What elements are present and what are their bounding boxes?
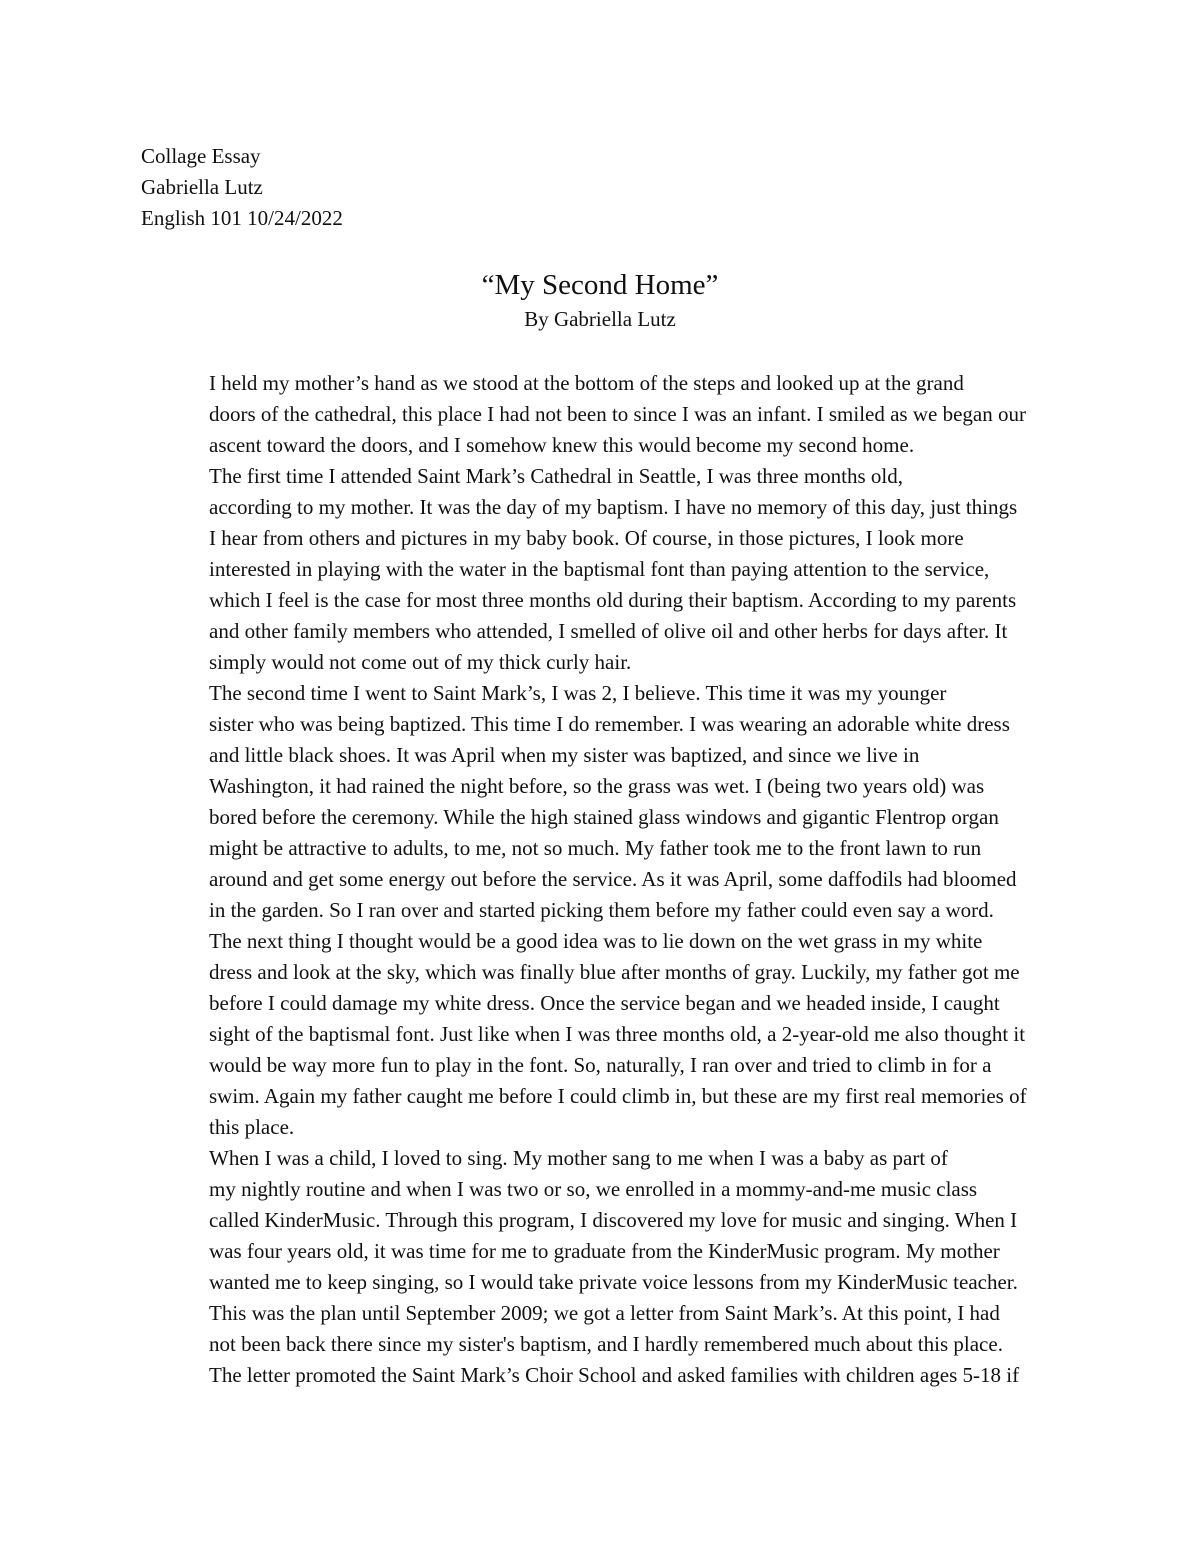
text-line: I hear from others and pictures in my baby book. Of course, in those pictures, I look more — [209, 526, 964, 550]
text-line: and other family members who attended, I smelled of olive oil and other herbs for days after. It — [209, 619, 1008, 643]
text-line: was four years old, it was time for me to graduate from the KinderMusic program. My mother — [209, 1239, 1000, 1263]
essay-header — [141, 141, 1041, 234]
paragraph-4 — [141, 1143, 1059, 1391]
text-line: called KinderMusic. Through this program, I discovered my love for music and singing. When I — [209, 1208, 1018, 1232]
text-line: might be attractive to adults, to me, not so much. My father took me to the front lawn to run — [209, 836, 982, 860]
text-line: The first time I attended Saint Mark’s Cathedral in Seattle, I was three months old, — [209, 464, 903, 488]
essay-title: “My Second Home” — [481, 269, 719, 301]
text-line: The second time I went to Saint Mark’s, I was 2, I believe. This time it was my younger — [209, 681, 947, 705]
paragraph-3 — [141, 678, 1059, 1143]
text-line: wanted me to keep singing, so I would take private voice lessons from my KinderMusic teacher. — [209, 1270, 1018, 1294]
text-line: ascent toward the doors, and I somehow knew this would become my second home. — [209, 433, 915, 457]
text-line: which I feel is the case for most three months old during their baptism. According to my parents — [209, 588, 1017, 612]
essay-byline: By Gabriella Lutz — [524, 307, 676, 331]
text-line: I held my mother’s hand as we stood at the bottom of the steps and looked up at the grand — [209, 371, 964, 395]
text-line: This was the plan until September 2009; we got a letter from Saint Mark’s. At this point, I had — [209, 1301, 1000, 1325]
header-course-title: Collage Essay — [141, 144, 261, 168]
text-line: bored before the ceremony. While the high stained glass windows and gigantic Flentrop organ — [209, 805, 999, 829]
text-line: interested in playing with the water in the baptismal font than paying attention to the service, — [209, 557, 990, 581]
header-class-date: English 101 10/24/2022 — [141, 206, 343, 230]
text-line: dress and look at the sky, which was finally blue after months of gray. Luckily, my father got me — [209, 960, 1020, 984]
text-line: in the garden. So I ran over and started picking them before my father could even say a word. — [209, 898, 994, 922]
text-line: before I could damage my white dress. Once the service began and we headed inside, I caught — [209, 991, 1000, 1015]
essay-body — [141, 368, 1059, 1391]
text-line: swim. Again my father caught me before I could climb in, but these are my first real memories of — [209, 1084, 1027, 1108]
text-line: not been back there since my sister's baptism, and I hardly remembered much about this place. — [209, 1332, 1003, 1356]
title-block — [141, 266, 1059, 334]
text-line: The letter promoted the Saint Mark’s Choir School and asked families with children ages 5-18 if — [209, 1363, 1020, 1387]
text-line: The next thing I thought would be a good idea was to lie down on the wet grass in my white — [209, 929, 983, 953]
text-line: would be way more fun to play in the font. So, naturally, I ran over and tried to climb in for a — [209, 1053, 992, 1077]
text-line: and little black shoes. It was April when my sister was baptized, and since we live in — [209, 743, 920, 767]
text-line: sister who was being baptized. This time I do remember. I was wearing an adorable white dress — [209, 712, 1010, 736]
text-line: my nightly routine and when I was two or so, we enrolled in a mommy-and-me music class — [209, 1177, 978, 1201]
header-author-name: Gabriella Lutz — [141, 175, 263, 199]
paragraph-2 — [141, 461, 1059, 678]
text-line: according to my mother. It was the day of my baptism. I have no memory of this day, just things — [209, 495, 1018, 519]
text-line: sight of the baptismal font. Just like when I was three months old, a 2-year-old me also thought it — [209, 1022, 1026, 1046]
text-line: Washington, it had rained the night before, so the grass was wet. I (being two years old) was — [209, 774, 985, 798]
paragraph-1 — [141, 368, 1059, 461]
text-line: When I was a child, I loved to sing. My mother sang to me when I was a baby as part of — [209, 1146, 948, 1170]
text-line: this place. — [209, 1115, 295, 1139]
text-line: around and get some energy out before the service. As it was April, some daffodils had bloomed — [209, 867, 1017, 891]
text-line: simply would not come out of my thick curly hair. — [209, 650, 632, 674]
text-line: doors of the cathedral, this place I had not been to since I was an infant. I smiled as we began our — [209, 402, 1026, 426]
